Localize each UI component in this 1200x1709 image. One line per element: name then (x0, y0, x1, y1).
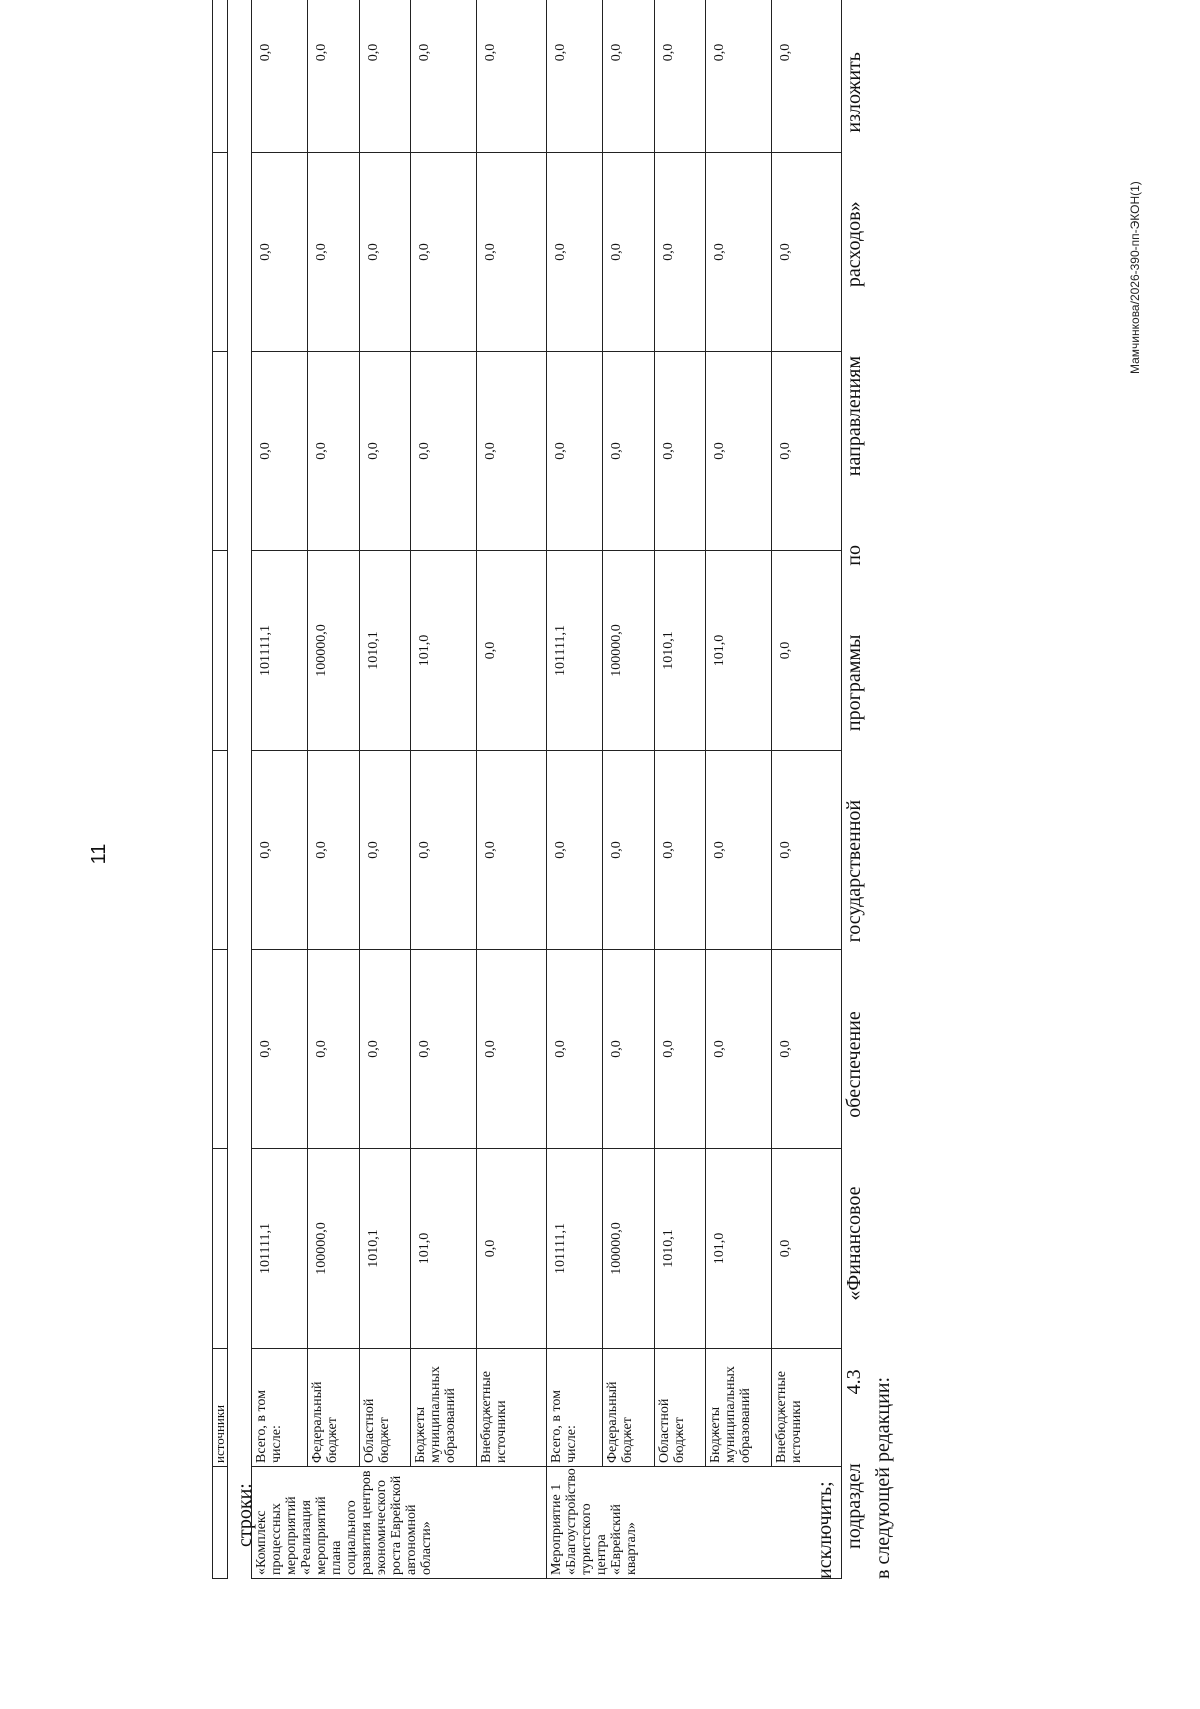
value-cell: 0,0 (655, 751, 706, 950)
value-cell: 1010,1 (655, 551, 706, 751)
row-group-name: «Комплекс процессных мероприятий «Реализация мероприятий плана социального развития центров экономического роста Еврейской автономной области» (252, 1467, 547, 1579)
value-cell: 0,0 (411, 751, 477, 950)
value-cell: 0,0 (411, 0, 477, 153)
header-cell-empty (213, 950, 228, 1149)
value-cell: 0,0 (772, 352, 842, 551)
funding-source-cell: Внебюджетные источники (772, 1349, 842, 1467)
value-cell: 100000,0 (603, 1149, 655, 1349)
value-cell: 101,0 (411, 1149, 477, 1349)
table-row (706, 0, 772, 1579)
financing-table-body (252, 0, 842, 1579)
value-cell: 0,0 (477, 1149, 547, 1349)
value-cell: 0,0 (706, 950, 772, 1149)
value-cell: 0,0 (252, 0, 308, 153)
value-cell: 0,0 (411, 352, 477, 551)
value-cell: 0,0 (603, 950, 655, 1149)
footer-document-code: Мамчинкова/2026-390-пп-ЭКОН(1) (1128, 181, 1142, 374)
value-cell: 0,0 (772, 1149, 842, 1349)
value-cell: 0,0 (360, 352, 411, 551)
value-cell: 0,0 (411, 153, 477, 352)
value-cell: 0,0 (252, 751, 308, 950)
value-cell: 0,0 (360, 751, 411, 950)
funding-source-cell: Федеральный бюджет (603, 1349, 655, 1467)
value-cell: 0,0 (477, 551, 547, 751)
text-line-subsection (843, 52, 866, 1549)
text-word: по (843, 545, 865, 566)
value-cell: 0,0 (772, 950, 842, 1149)
value-cell: 0,0 (706, 751, 772, 950)
funding-source-cell: Всего, в том числе: (547, 1349, 603, 1467)
value-cell: 0,0 (252, 352, 308, 551)
section-label: строки: (234, 1483, 256, 1547)
funding-source-cell: Внебюджетные источники (477, 1349, 547, 1467)
text-word: обеспечение (843, 1011, 865, 1118)
text-word: расходов» (843, 201, 865, 288)
value-cell: 0,0 (603, 0, 655, 153)
table-row (547, 0, 603, 1579)
value-cell: 0,0 (603, 352, 655, 551)
value-cell: 0,0 (772, 551, 842, 751)
value-cell: 0,0 (655, 352, 706, 551)
text-word: направлениям (843, 355, 865, 477)
value-cell: 0,0 (547, 950, 603, 1149)
funding-source-cell: Федеральный бюджет (308, 1349, 360, 1467)
table-row (308, 0, 360, 1579)
value-cell: 100000,0 (603, 551, 655, 751)
value-cell: 0,0 (360, 153, 411, 352)
text-line-edition: в следующей редакции: (872, 1376, 894, 1579)
value-cell: 1010,1 (360, 1149, 411, 1349)
text-word: 4.3 (843, 1369, 865, 1395)
funding-source-cell: Бюджеты муниципальных образований (706, 1349, 772, 1467)
value-cell: 0,0 (547, 0, 603, 153)
row-group-name: Мероприятие 1 «Благоустройство туристского центра «Еврейский квартал» (547, 1467, 842, 1579)
value-cell: 101111,1 (547, 1149, 603, 1349)
value-cell: 0,0 (655, 153, 706, 352)
value-cell: 0,0 (603, 153, 655, 352)
value-cell: 0,0 (477, 153, 547, 352)
value-cell: 0,0 (308, 153, 360, 352)
value-cell: 101,0 (706, 551, 772, 751)
value-cell: 0,0 (772, 0, 842, 153)
page-number: 11 (88, 843, 110, 865)
header-cell-empty (213, 1149, 228, 1349)
value-cell: 0,0 (360, 0, 411, 153)
value-cell: 0,0 (252, 153, 308, 352)
value-cell: 100000,0 (308, 551, 360, 751)
header-cell-empty (213, 751, 228, 950)
funding-source-cell: Бюджеты муниципальных образований (411, 1349, 477, 1467)
table-row (772, 0, 842, 1579)
table-row (411, 0, 477, 1579)
value-cell: 101111,1 (252, 1149, 308, 1349)
funding-source-cell: Всего, в том числе: (252, 1349, 308, 1467)
value-cell: 0,0 (252, 950, 308, 1149)
value-cell: 101111,1 (547, 551, 603, 751)
header-cell-empty (213, 1467, 228, 1579)
text-word: программы (843, 634, 865, 732)
header-cell-empty (213, 551, 228, 751)
value-cell: 0,0 (308, 0, 360, 153)
value-cell: 0,0 (547, 751, 603, 950)
financing-table (251, 0, 842, 1579)
value-cell: 0,0 (603, 751, 655, 950)
value-cell: 0,0 (547, 153, 603, 352)
header-sources-label: источники (213, 1349, 228, 1467)
value-cell: 1010,1 (360, 551, 411, 751)
value-cell: 101,0 (706, 1149, 772, 1349)
header-cell-empty (213, 153, 228, 352)
value-cell: 0,0 (477, 751, 547, 950)
value-cell: 101111,1 (252, 551, 308, 751)
value-cell: 0,0 (547, 352, 603, 551)
value-cell: 0,0 (477, 352, 547, 551)
table-row (603, 0, 655, 1579)
value-cell: 0,0 (706, 0, 772, 153)
value-cell: 0,0 (308, 352, 360, 551)
value-cell: 1010,1 (655, 1149, 706, 1349)
value-cell: 0,0 (360, 950, 411, 1149)
value-cell: 0,0 (655, 0, 706, 153)
table-header-remnant (212, 0, 228, 1579)
value-cell: 0,0 (706, 352, 772, 551)
value-cell: 0,0 (706, 153, 772, 352)
value-cell: 0,0 (308, 751, 360, 950)
header-cell-empty (213, 0, 228, 153)
text-word: изложить (843, 52, 865, 133)
table-row (252, 0, 308, 1579)
value-cell: 101,0 (411, 551, 477, 751)
funding-source-cell: Областной бюджет (655, 1349, 706, 1467)
value-cell: 0,0 (655, 950, 706, 1149)
table-row (477, 0, 547, 1579)
value-cell: 0,0 (308, 950, 360, 1149)
value-cell: 0,0 (477, 950, 547, 1149)
table-row (655, 0, 706, 1579)
text-line-exclude: исключить; (814, 1481, 836, 1579)
text-word: подраздел (843, 1463, 865, 1549)
value-cell: 0,0 (772, 153, 842, 352)
value-cell: 0,0 (772, 751, 842, 950)
text-word: «Финансовое (843, 1186, 865, 1301)
funding-source-cell: Областной бюджет (360, 1349, 411, 1467)
value-cell: 0,0 (411, 950, 477, 1149)
value-cell: 0,0 (477, 0, 547, 153)
text-word: государственной (843, 799, 865, 943)
header-cell-empty (213, 352, 228, 551)
value-cell: 100000,0 (308, 1149, 360, 1349)
table-row (360, 0, 411, 1579)
